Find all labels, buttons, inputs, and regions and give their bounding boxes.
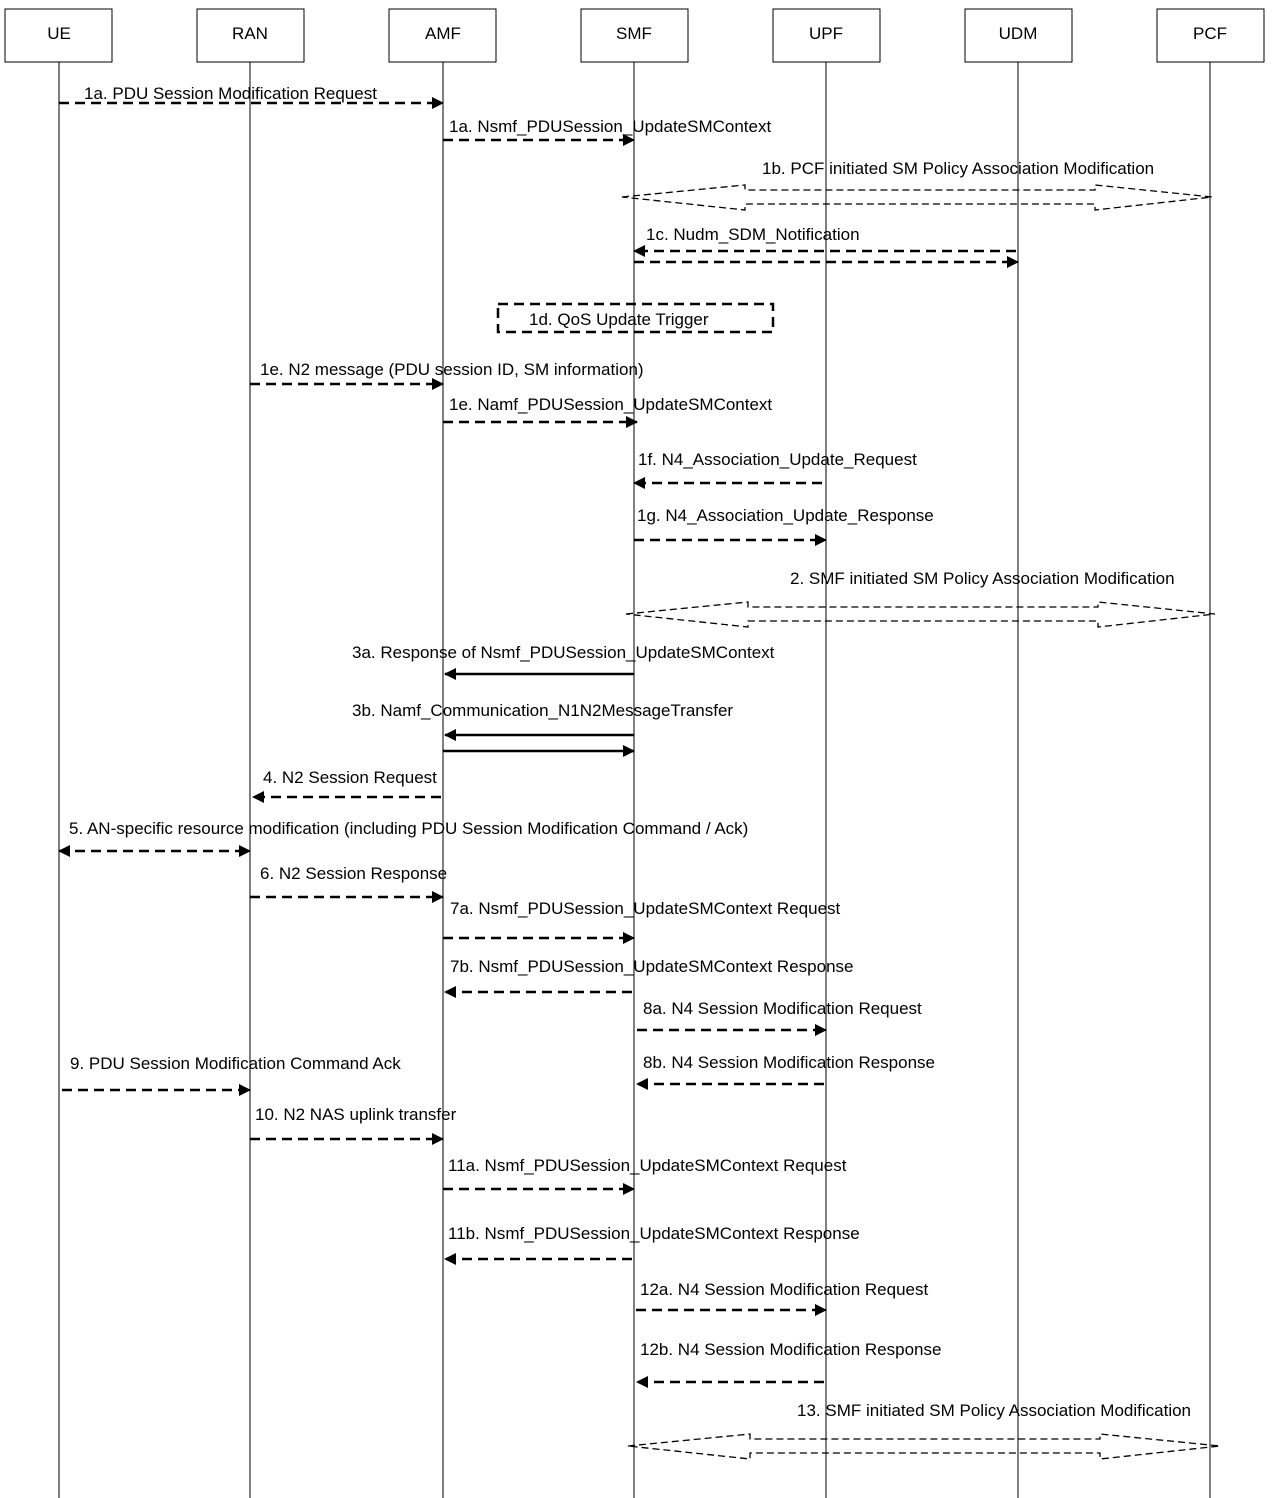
label-12a-n4-modification-request: 12a. N4 Session Modification Request	[640, 1280, 929, 1299]
label-7a-update-request: 7a. Nsmf_PDUSession_UpdateSMContext Request	[450, 899, 841, 918]
label-3b-n1n2-message-transfer: 3b. Namf_Communication_N1N2MessageTransfer	[352, 701, 734, 720]
label-1b-pcf-initiated: 1b. PCF initiated SM Policy Association Modification	[762, 159, 1155, 178]
label-10-n2-nas-uplink-transfer: 10. N2 NAS uplink transfer	[255, 1105, 457, 1124]
label-11a-update-request: 11a. Nsmf_PDUSession_UpdateSMContext Request	[448, 1156, 847, 1175]
label-8b-n4-modification-response: 8b. N4 Session Modification Response	[643, 1053, 935, 1072]
label-1a-nsmf-update: 1a. Nsmf_PDUSession_UpdateSMContext	[449, 117, 772, 136]
participant-ran-label: RAN	[232, 24, 268, 43]
policy-1b-double-arrow	[622, 185, 1212, 210]
policy-13-double-arrow	[628, 1434, 1220, 1459]
participant-udm-label: UDM	[998, 24, 1038, 43]
label-1e-namf-update: 1e. Namf_PDUSession_UpdateSMContext	[449, 395, 773, 414]
label-1g-n4-association-response: 1g. N4_Association_Update_Response	[637, 506, 934, 525]
participant-amf-label: AMF	[425, 24, 461, 43]
label-5-an-specific-resource-modification: 5. AN-specific resource modification (including PDU Session Modification Command / Ack)	[69, 819, 749, 838]
label-1a-pdu-session-modification-request: 1a. PDU Session Modification Request	[84, 84, 377, 103]
participant-ue-label: UE	[47, 24, 71, 43]
label-13-smf-initiated: 13. SMF initiated SM Policy Association Modification	[797, 1401, 1192, 1420]
label-1d-qos-update-trigger: 1d. QoS Update Trigger	[529, 310, 709, 329]
label-6-n2-session-response: 6. N2 Session Response	[260, 864, 448, 883]
label-1e-n2-message: 1e. N2 message (PDU session ID, SM information)	[260, 360, 644, 379]
label-1f-n4-association-request: 1f. N4_Association_Update_Request	[638, 450, 917, 469]
label-9-command-ack: 9. PDU Session Modification Command Ack	[70, 1054, 401, 1073]
participant-pcf-label: PCF	[1193, 24, 1227, 43]
policy-2-double-arrow	[626, 602, 1215, 627]
participant-upf-label: UPF	[809, 24, 843, 43]
label-4-n2-session-request: 4. N2 Session Request	[263, 768, 437, 787]
label-3a-response: 3a. Response of Nsmf_PDUSession_UpdateSMContext	[352, 643, 775, 662]
label-1c-nudm-notification: 1c. Nudm_SDM_Notification	[646, 225, 860, 244]
label-2-smf-initiated: 2. SMF initiated SM Policy Association Modification	[790, 569, 1175, 588]
label-8a-n4-modification-request: 8a. N4 Session Modification Request	[643, 999, 922, 1018]
label-11b-update-response: 11b. Nsmf_PDUSession_UpdateSMContext Response	[448, 1224, 860, 1243]
participant-smf-label: SMF	[616, 24, 652, 43]
label-12b-n4-modification-response: 12b. N4 Session Modification Response	[640, 1340, 942, 1359]
label-7b-update-response: 7b. Nsmf_PDUSession_UpdateSMContext Response	[450, 957, 854, 976]
